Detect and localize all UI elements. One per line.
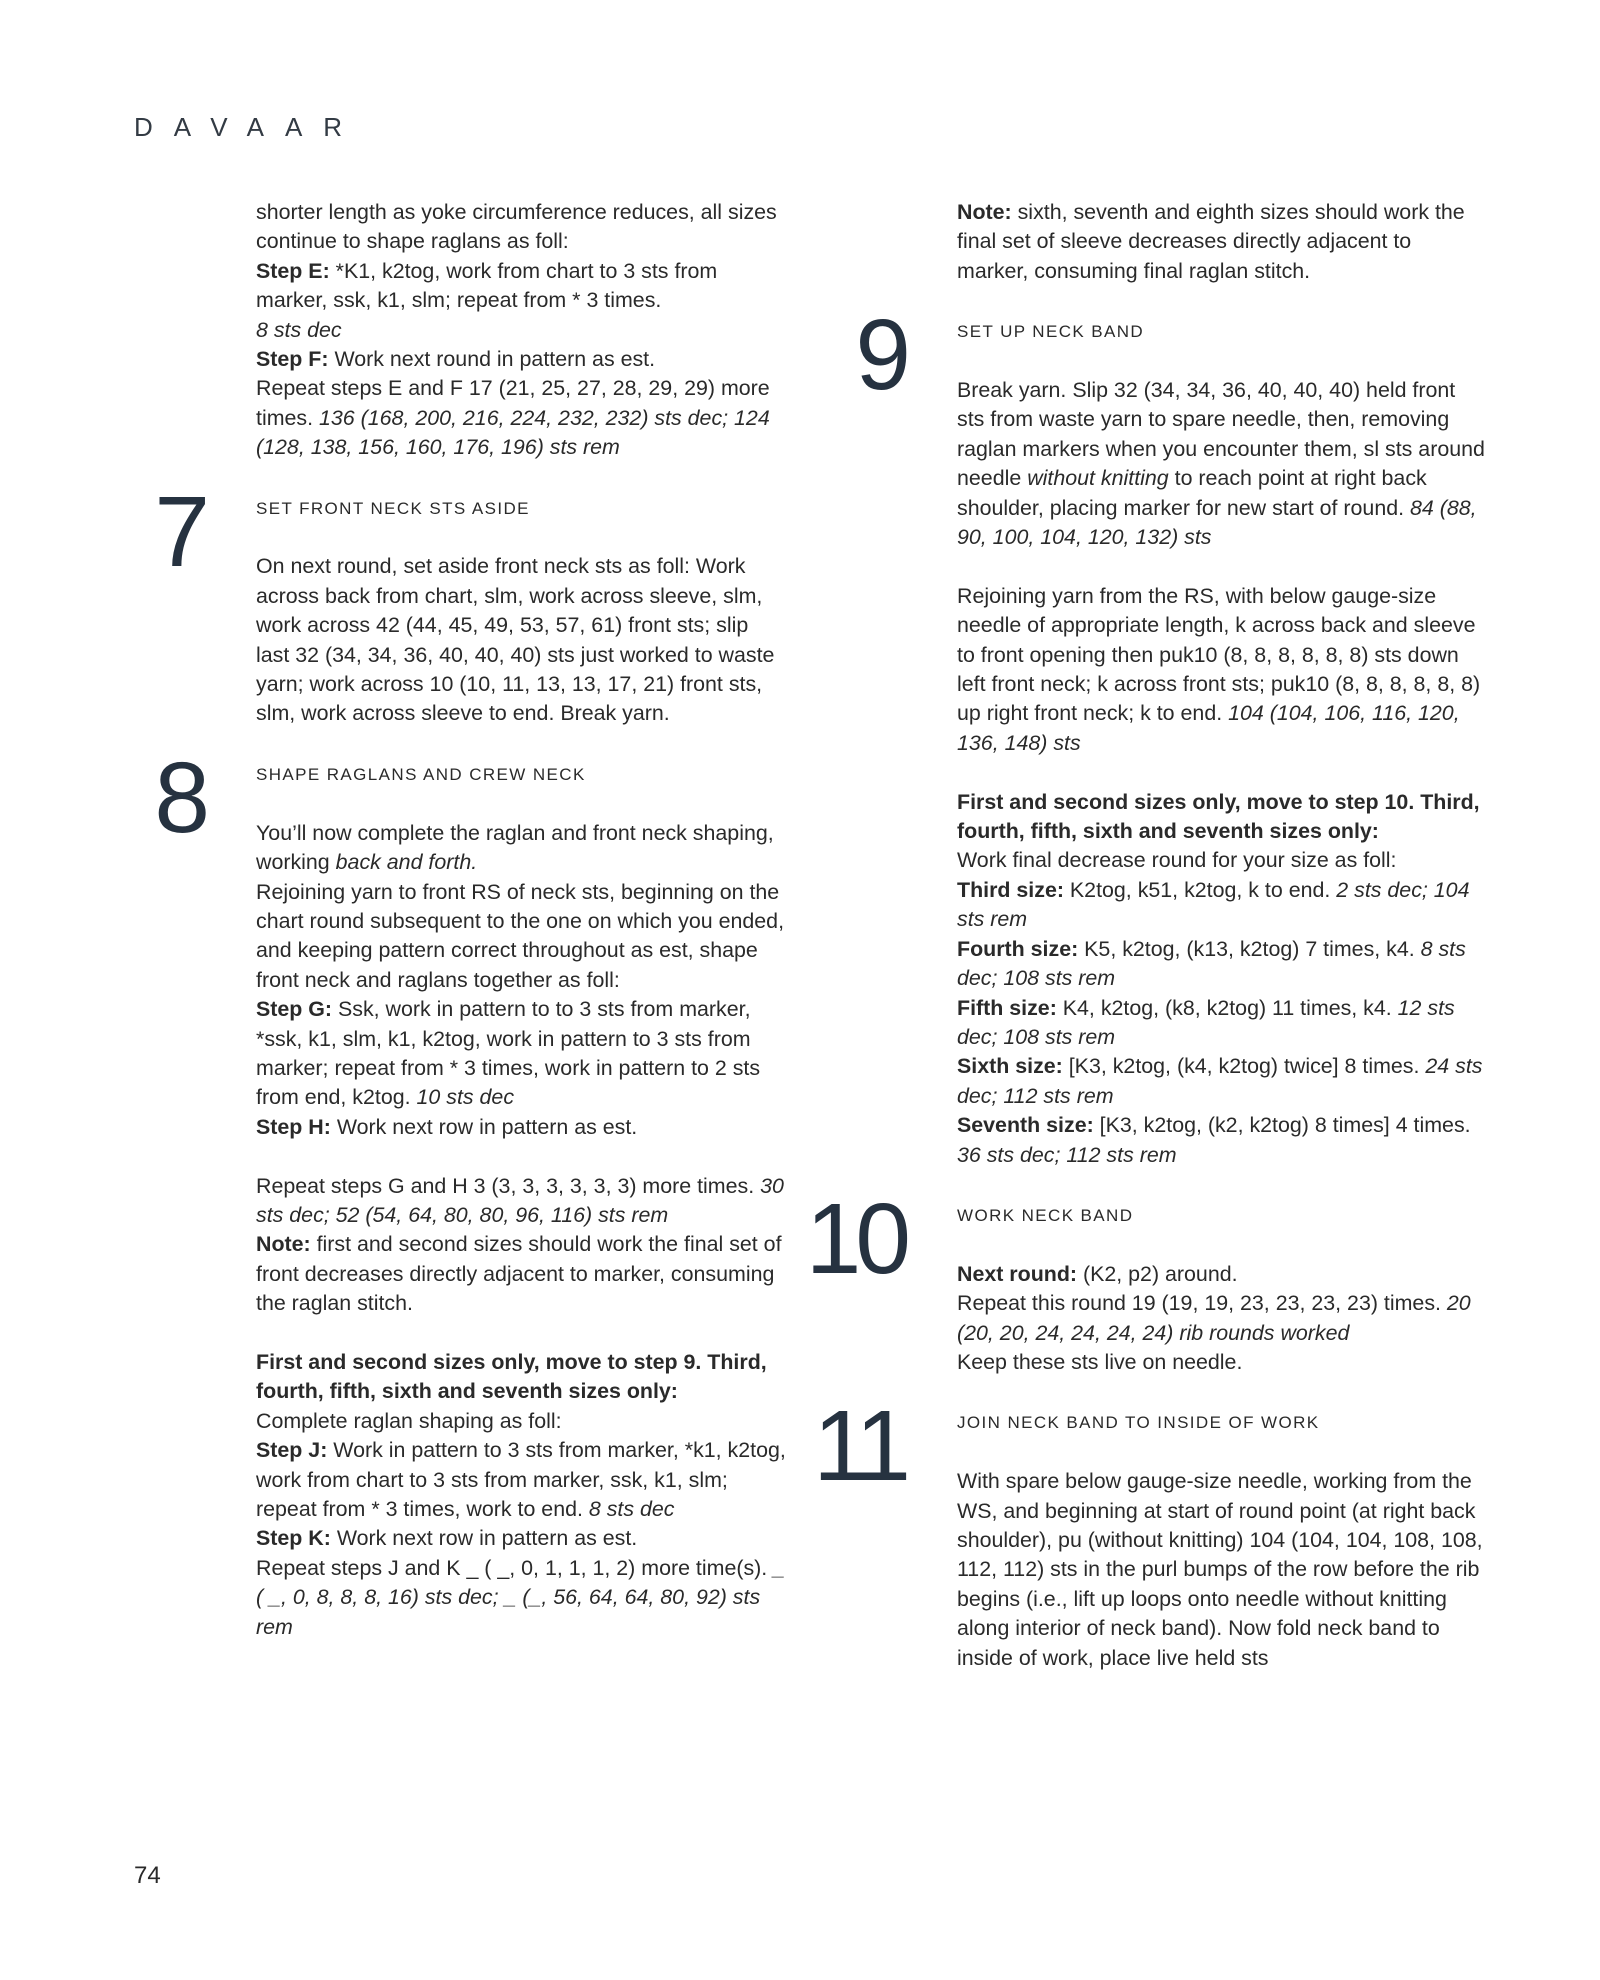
step-number: 10 <box>805 1182 905 1295</box>
step-8 <box>154 741 786 1642</box>
step-e: Step E: *K1, k2tog, work from chart to 3 sts from marker, ssk, k1, slm; repeat from * 3 times. 8 sts dec <box>256 258 718 342</box>
step-number: 9 <box>855 299 905 412</box>
third-size: Third size: K2tog, k51, k2tog, k to end. 2 sts dec; 104 sts rem <box>957 877 1470 932</box>
repeat-gh: Repeat steps G and H 3 (3, 3, 3, 3, 3, 3) more times. 30 sts dec; 52 (54, 64, 80, 80, 96, 116) sts rem <box>256 1173 784 1227</box>
step-body: Rejoining yarn from the RS, with below gauge-size needle of appropriate length, k across back and sleeve to front opening then puk10 (8, 8, 8, 8, 8, 8) sts down left front neck; k across front sts; puk10 (8, 8, 8, 8, 8, 8) up right front neck; k to end. 104 (104, 106, 116, 120, 136, 148) sts <box>957 583 1481 755</box>
step-f: Step F: Work next round in pattern as est. Repeat steps E and F 17 (21, 25, 27, 28, 29, 29) more times. 136 (168, 200, 216, 224, 232, 232) sts dec; 124 (128, 138, 156, 160, 176, 196) sts rem <box>256 347 770 460</box>
step-7 <box>154 475 786 729</box>
intro-paragraph: shorter length as yoke circumference reduces, all sizes continue to shape raglans as foll: <box>256 200 777 254</box>
right-column <box>805 198 1487 1673</box>
step-body: Work final decrease round for your size as foll: <box>957 848 1397 873</box>
step-title: JOIN NECK BAND TO INSIDE OF WORK <box>957 1413 1320 1433</box>
step-j: Step J: Work in pattern to 3 sts from marker, *k1, k2tog, work from chart to 3 sts from marker, ssk, k1, slm; repeat from * 3 times, work to end. 8 sts dec <box>256 1438 786 1521</box>
step-number: 11 <box>813 1390 905 1503</box>
next-round: Next round: (K2, p2) around. <box>957 1261 1238 1286</box>
step-body: Rejoining yarn to front RS of neck sts, beginning on the chart round subsequent to the one on which you ended, and keeping pattern correct throughout as est, shape front neck and raglans together as foll: <box>256 879 785 992</box>
page-header: DAVAAR <box>134 112 364 142</box>
sizes-instruction: First and second sizes only, move to step 9. Third, fourth, fifth, sixth and seventh sizes only: <box>256 1349 767 1404</box>
sizes-instruction: First and second sizes only, move to step 10. Third, fourth, fifth, sixth and seventh sizes only: <box>957 789 1480 844</box>
fourth-size: Fourth size: K5, k2tog, (k13, k2tog) 7 times, k4. 8 sts dec; 108 sts rem <box>957 936 1466 991</box>
step-number: 8 <box>154 741 204 854</box>
note: Note: first and second sizes should work the final set of front decreases directly adjacent to marker, consuming the raglan stitch. <box>256 1232 782 1316</box>
step-9 <box>855 299 1487 1170</box>
step-body: Complete raglan shaping as foll: <box>256 1408 562 1433</box>
step-title: WORK NECK BAND <box>957 1205 1134 1225</box>
step-title: SHAPE RAGLANS AND CREW NECK <box>256 764 586 784</box>
step-body: With spare below gauge-size needle, working from the WS, and beginning at start of round point (at right back shoulder), pu (without knitting) 104 (104, 104, 108, 108, 112, 112) sts in the purl bumps of the row before the rib begins (i.e., lift up loops onto needle without knitting along interior of neck band). Now fold neck band to inside of work, place live held sts <box>957 1469 1483 1670</box>
step-11 <box>813 1390 1487 1673</box>
fifth-size: Fifth size: K4, k2tog, (k8, k2tog) 11 times, k4. 12 sts dec; 108 sts rem <box>957 995 1455 1049</box>
step-body: On next round, set aside front neck sts as foll: Work across back from chart, slm, work across sleeve, slm, work across 42 (44, 45, 49, 53, 57, 61) front sts; slip last 32 (34, 34, 36, 40, 40, 40) sts just worked to waste yarn; work across 10 (10, 11, 13, 13, 17, 21) front sts, slm, work across sleeve to end. Break yarn. <box>256 554 775 726</box>
step-body: Keep these sts live on needle. <box>957 1349 1243 1374</box>
step-10 <box>805 1182 1487 1377</box>
left-column <box>154 198 786 1642</box>
step-title: SET FRONT NECK STS ASIDE <box>256 498 530 518</box>
step-body: You’ll now complete the raglan and front neck shaping, working back and forth. <box>256 820 774 875</box>
sixth-size: Sixth size: [K3, k2tog, (k4, k2tog) twice] 8 times. 24 sts dec; 112 sts rem <box>957 1054 1483 1108</box>
step-h: Step H: Work next row in pattern as est. <box>256 1114 638 1139</box>
page-number: 74 <box>134 1862 161 1889</box>
seventh-size: Seventh size: [K3, k2tog, (k2, k2tog) 8 times] 4 times. 36 sts dec; 112 sts rem <box>957 1113 1471 1167</box>
note: Note: sixth, seventh and eighth sizes should work the final set of sleeve decreases directly adjacent to marker, consuming final raglan stitch. <box>957 200 1465 283</box>
step-body: Repeat this round 19 (19, 19, 23, 23, 23, 23) times. 20 (20, 20, 24, 24, 24, 24) rib rounds worked <box>957 1291 1471 1345</box>
step-title: SET UP NECK BAND <box>957 322 1145 342</box>
step-k: Step K: Work next row in pattern as est. Repeat steps J and K _ ( _, 0, 1, 1, 1, 2) more time(s). _ ( _, 0, 8, 8, 8, 16) sts dec; _ (_, 56, 64, 64, 80, 92) sts rem <box>256 1526 786 1639</box>
step-number: 7 <box>154 475 204 588</box>
step-g: Step G: Ssk, work in pattern to to 3 sts from marker, *ssk, k1, slm, k1, k2tog, work in pattern to 3 sts from marker; repeat from * 3 times, work in pattern to 2 sts from end, k2tog. 10 sts dec <box>256 997 761 1110</box>
step-body: Break yarn. Slip 32 (34, 34, 36, 40, 40, 40) held front sts from waste yarn to spare needle, then, removing raglan markers when you encounter them, sl sts around needle without knitting to reach point at right back shoulder, placing marker for new start of round. 84 (88, 90, 100, 104, 120, 132) sts <box>957 378 1485 550</box>
